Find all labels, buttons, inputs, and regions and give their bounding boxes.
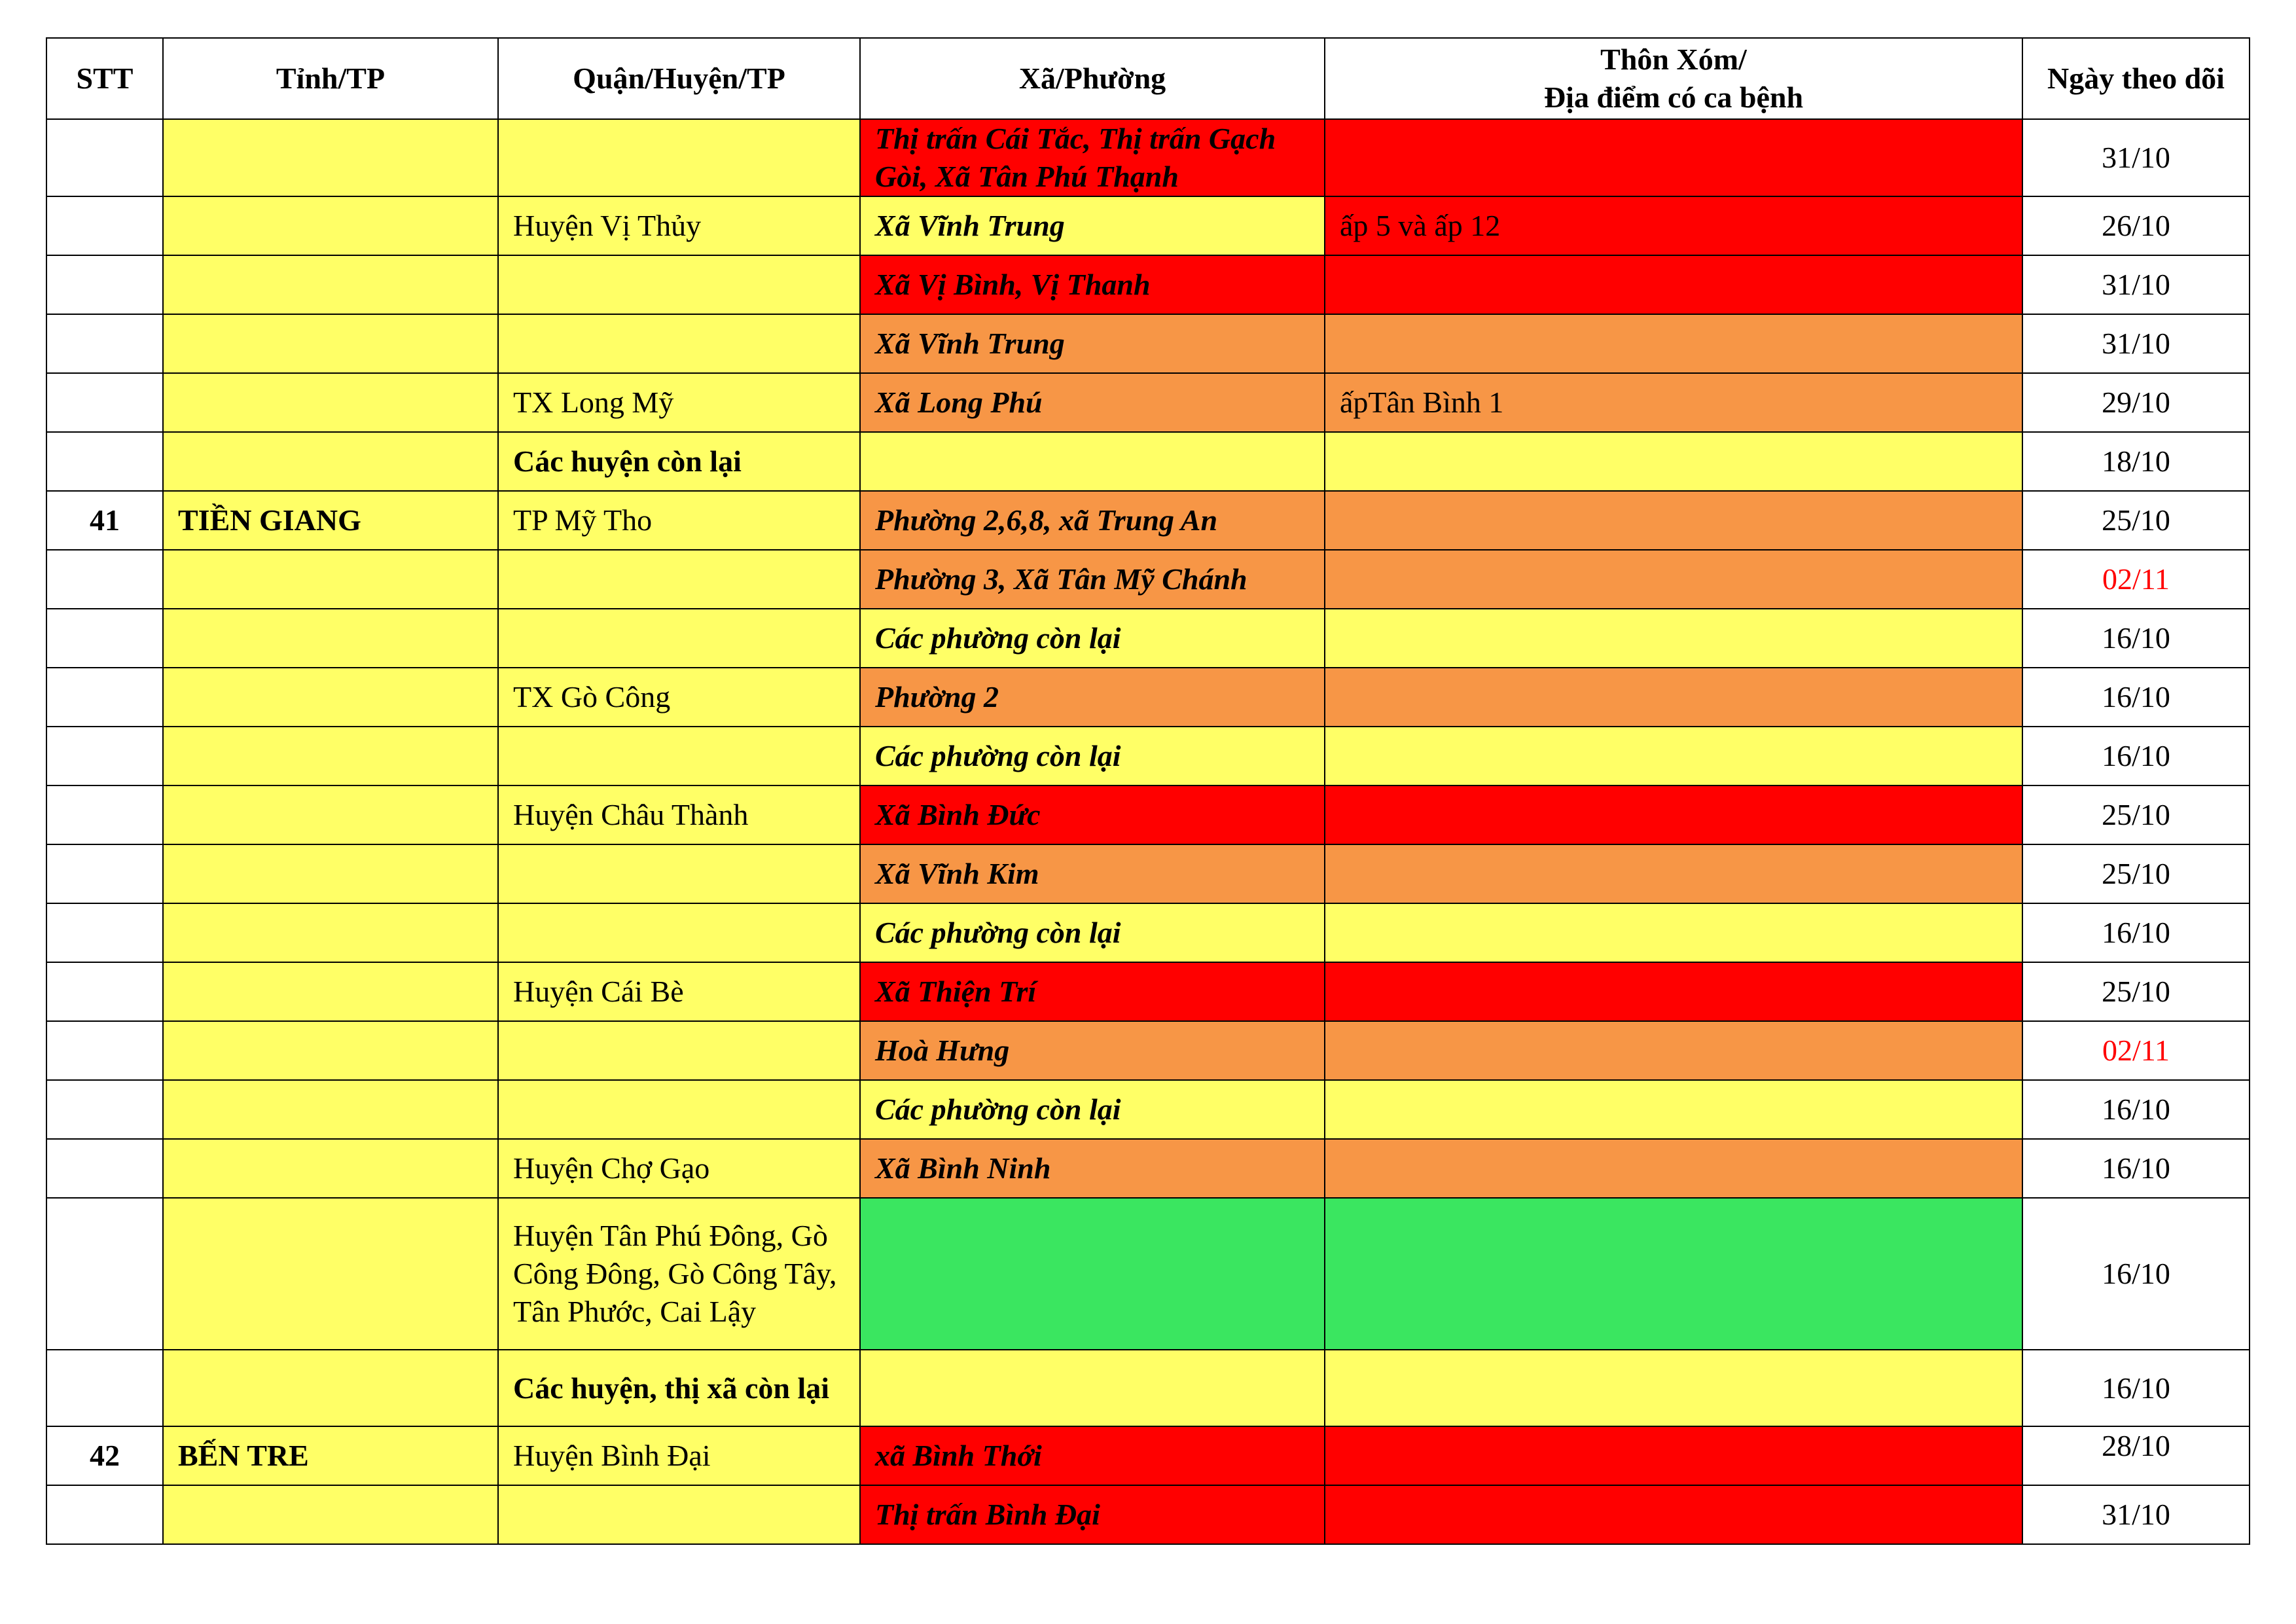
- stt-cell: [46, 1485, 163, 1544]
- header-stt: STT: [46, 38, 163, 119]
- date-cell: 16/10: [2022, 727, 2250, 785]
- hamlet-cell: [1325, 609, 2022, 668]
- date-cell: 29/10: [2022, 373, 2250, 432]
- district-cell: [498, 727, 860, 785]
- stt-cell: [46, 668, 163, 727]
- table-row: [46, 1139, 2250, 1198]
- header-province: Tỉnh/TP: [163, 38, 498, 119]
- stt-cell: [46, 119, 163, 196]
- table-row: [46, 119, 2250, 196]
- commune-cell: xã Bình Thới: [860, 1426, 1325, 1485]
- table-row: [46, 1021, 2250, 1080]
- district-cell: [498, 1485, 860, 1544]
- header-commune: Xã/Phường: [860, 38, 1325, 119]
- stt-cell: [46, 550, 163, 609]
- stt-cell: [46, 1198, 163, 1350]
- table-row: [46, 1198, 2250, 1350]
- date-cell: 16/10: [2022, 1198, 2250, 1350]
- stt-cell: [46, 255, 163, 314]
- province-cell: [163, 1350, 498, 1426]
- date-cell: 16/10: [2022, 668, 2250, 727]
- stt-cell: [46, 1350, 163, 1426]
- hamlet-cell: [1325, 1198, 2022, 1350]
- date-cell: 28/10: [2022, 1426, 2250, 1485]
- stt-cell: [46, 903, 163, 962]
- hamlet-cell: [1325, 668, 2022, 727]
- table-row: [46, 1350, 2250, 1426]
- district-cell: Các huyện còn lại: [498, 432, 860, 491]
- stt-cell: 42: [46, 1426, 163, 1485]
- header-row: [46, 38, 2250, 119]
- district-cell: TP Mỹ Tho: [498, 491, 860, 550]
- commune-cell: [860, 432, 1325, 491]
- stt-cell: 41: [46, 491, 163, 550]
- district-cell: Huyện Châu Thành: [498, 785, 860, 844]
- district-cell: [498, 314, 860, 373]
- header-hamlet-line2: Địa điểm có ca bệnh: [1543, 81, 1804, 114]
- province-cell: [163, 550, 498, 609]
- hamlet-cell: [1325, 1485, 2022, 1544]
- stt-cell: [46, 196, 163, 255]
- date-cell: 31/10: [2022, 1485, 2250, 1544]
- district-cell: Các huyện, thị xã còn lại: [498, 1350, 860, 1426]
- date-cell: 18/10: [2022, 432, 2250, 491]
- commune-cell: Xã Vĩnh Trung: [860, 196, 1325, 255]
- commune-cell: Các phường còn lại: [860, 727, 1325, 785]
- province-cell: [163, 785, 498, 844]
- province-cell: [163, 727, 498, 785]
- commune-cell: [860, 1350, 1325, 1426]
- commune-cell: Xã Vĩnh Trung: [860, 314, 1325, 373]
- district-cell: Huyện Vị Thủy: [498, 196, 860, 255]
- table-row: [46, 668, 2250, 727]
- district-cell: [498, 609, 860, 668]
- stt-cell: [46, 432, 163, 491]
- province-cell: [163, 609, 498, 668]
- province-cell: [163, 962, 498, 1021]
- stt-cell: [46, 1139, 163, 1198]
- hamlet-cell: [1325, 432, 2022, 491]
- table-row: [46, 491, 2250, 550]
- hamlet-cell: [1325, 550, 2022, 609]
- hamlet-cell: [1325, 491, 2022, 550]
- hamlet-cell: [1325, 785, 2022, 844]
- hamlet-cell: [1325, 903, 2022, 962]
- table-row: [46, 255, 2250, 314]
- commune-cell: Xã Vĩnh Kim: [860, 844, 1325, 903]
- commune-cell: Thị trấn Cái Tắc, Thị trấn Gạch Gòi, Xã Tân Phú Thạnh: [860, 119, 1325, 196]
- date-cell: 16/10: [2022, 1080, 2250, 1139]
- table-row: [46, 1080, 2250, 1139]
- table-row: [46, 373, 2250, 432]
- date-cell: 16/10: [2022, 903, 2250, 962]
- hamlet-cell: [1325, 314, 2022, 373]
- province-cell: [163, 196, 498, 255]
- date-cell: 25/10: [2022, 785, 2250, 844]
- province-cell: [163, 1198, 498, 1350]
- stt-cell: [46, 727, 163, 785]
- table-row: [46, 1485, 2250, 1544]
- hamlet-cell: ấpTân Bình 1: [1325, 373, 2022, 432]
- hamlet-cell: [1325, 1021, 2022, 1080]
- table-row: [46, 1426, 2250, 1485]
- province-cell: [163, 119, 498, 196]
- commune-cell: Xã Thiện Trí: [860, 962, 1325, 1021]
- table-row: [46, 844, 2250, 903]
- stt-cell: [46, 609, 163, 668]
- commune-cell: Xã Bình Đức: [860, 785, 1325, 844]
- commune-cell: Phường 3, Xã Tân Mỹ Chánh: [860, 550, 1325, 609]
- date-cell: 25/10: [2022, 962, 2250, 1021]
- district-cell: [498, 255, 860, 314]
- district-cell: [498, 844, 860, 903]
- hamlet-cell: [1325, 1426, 2022, 1485]
- date-cell: 16/10: [2022, 1350, 2250, 1426]
- date-cell: 26/10: [2022, 196, 2250, 255]
- stt-cell: [46, 373, 163, 432]
- province-cell: [163, 844, 498, 903]
- risk-level-table: [46, 37, 2250, 1545]
- date-cell: 31/10: [2022, 119, 2250, 196]
- date-cell: 02/11: [2022, 1021, 2250, 1080]
- table-row: [46, 550, 2250, 609]
- province-cell: [163, 432, 498, 491]
- commune-cell: Các phường còn lại: [860, 903, 1325, 962]
- district-cell: [498, 119, 860, 196]
- header-hamlet-line1: Thôn Xóm/: [1600, 43, 1747, 76]
- date-cell: 02/11: [2022, 550, 2250, 609]
- province-cell: [163, 668, 498, 727]
- hamlet-cell: [1325, 844, 2022, 903]
- header-hamlet: [1325, 38, 2022, 119]
- stt-cell: [46, 1080, 163, 1139]
- commune-cell: Các phường còn lại: [860, 609, 1325, 668]
- hamlet-cell: [1325, 962, 2022, 1021]
- district-cell: [498, 1021, 860, 1080]
- district-cell: TX Gò Công: [498, 668, 860, 727]
- district-cell: TX Long Mỹ: [498, 373, 860, 432]
- commune-cell: Phường 2,6,8, xã Trung An: [860, 491, 1325, 550]
- date-cell: 25/10: [2022, 844, 2250, 903]
- stt-cell: [46, 785, 163, 844]
- header-district: Quận/Huyện/TP: [498, 38, 860, 119]
- commune-cell: Hoà Hưng: [860, 1021, 1325, 1080]
- table-row: [46, 609, 2250, 668]
- table-row: [46, 785, 2250, 844]
- commune-cell: Các phường còn lại: [860, 1080, 1325, 1139]
- hamlet-cell: [1325, 1350, 2022, 1426]
- commune-cell: Xã Vị Bình, Vị Thanh: [860, 255, 1325, 314]
- table-row: [46, 196, 2250, 255]
- table-row: [46, 314, 2250, 373]
- province-cell: [163, 314, 498, 373]
- district-cell: Huyện Cái Bè: [498, 962, 860, 1021]
- hamlet-cell: [1325, 1080, 2022, 1139]
- district-cell: [498, 550, 860, 609]
- province-cell: [163, 1080, 498, 1139]
- table-row: [46, 727, 2250, 785]
- stt-cell: [46, 962, 163, 1021]
- date-cell: 31/10: [2022, 314, 2250, 373]
- date-cell: 16/10: [2022, 609, 2250, 668]
- district-cell: Huyện Bình Đại: [498, 1426, 860, 1485]
- table-row: [46, 432, 2250, 491]
- province-cell: [163, 1021, 498, 1080]
- district-cell: Huyện Tân Phú Đông, Gò Công Đông, Gò Công Tây, Tân Phước, Cai Lậy: [498, 1198, 860, 1350]
- province-cell: [163, 1485, 498, 1544]
- hamlet-cell: [1325, 255, 2022, 314]
- header-date: Ngày theo dõi: [2022, 38, 2250, 119]
- district-cell: [498, 903, 860, 962]
- date-cell: 16/10: [2022, 1139, 2250, 1198]
- hamlet-cell: ấp 5 và ấp 12: [1325, 196, 2022, 255]
- district-cell: [498, 1080, 860, 1139]
- stt-cell: [46, 1021, 163, 1080]
- commune-cell: Xã Long Phú: [860, 373, 1325, 432]
- stt-cell: [46, 314, 163, 373]
- province-cell: [163, 1139, 498, 1198]
- province-cell: [163, 255, 498, 314]
- hamlet-cell: [1325, 119, 2022, 196]
- province-cell: [163, 373, 498, 432]
- province-cell: TIỀN GIANG: [163, 491, 498, 550]
- commune-cell: [860, 1198, 1325, 1350]
- province-cell: [163, 903, 498, 962]
- commune-cell: Phường 2: [860, 668, 1325, 727]
- date-cell: 25/10: [2022, 491, 2250, 550]
- commune-cell: Thị trấn Bình Đại: [860, 1485, 1325, 1544]
- province-cell: BẾN TRE: [163, 1426, 498, 1485]
- hamlet-cell: [1325, 727, 2022, 785]
- commune-cell: Xã Bình Ninh: [860, 1139, 1325, 1198]
- table-row: [46, 962, 2250, 1021]
- stt-cell: [46, 844, 163, 903]
- table-row: [46, 903, 2250, 962]
- date-cell: 31/10: [2022, 255, 2250, 314]
- hamlet-cell: [1325, 1139, 2022, 1198]
- district-cell: Huyện Chợ Gạo: [498, 1139, 860, 1198]
